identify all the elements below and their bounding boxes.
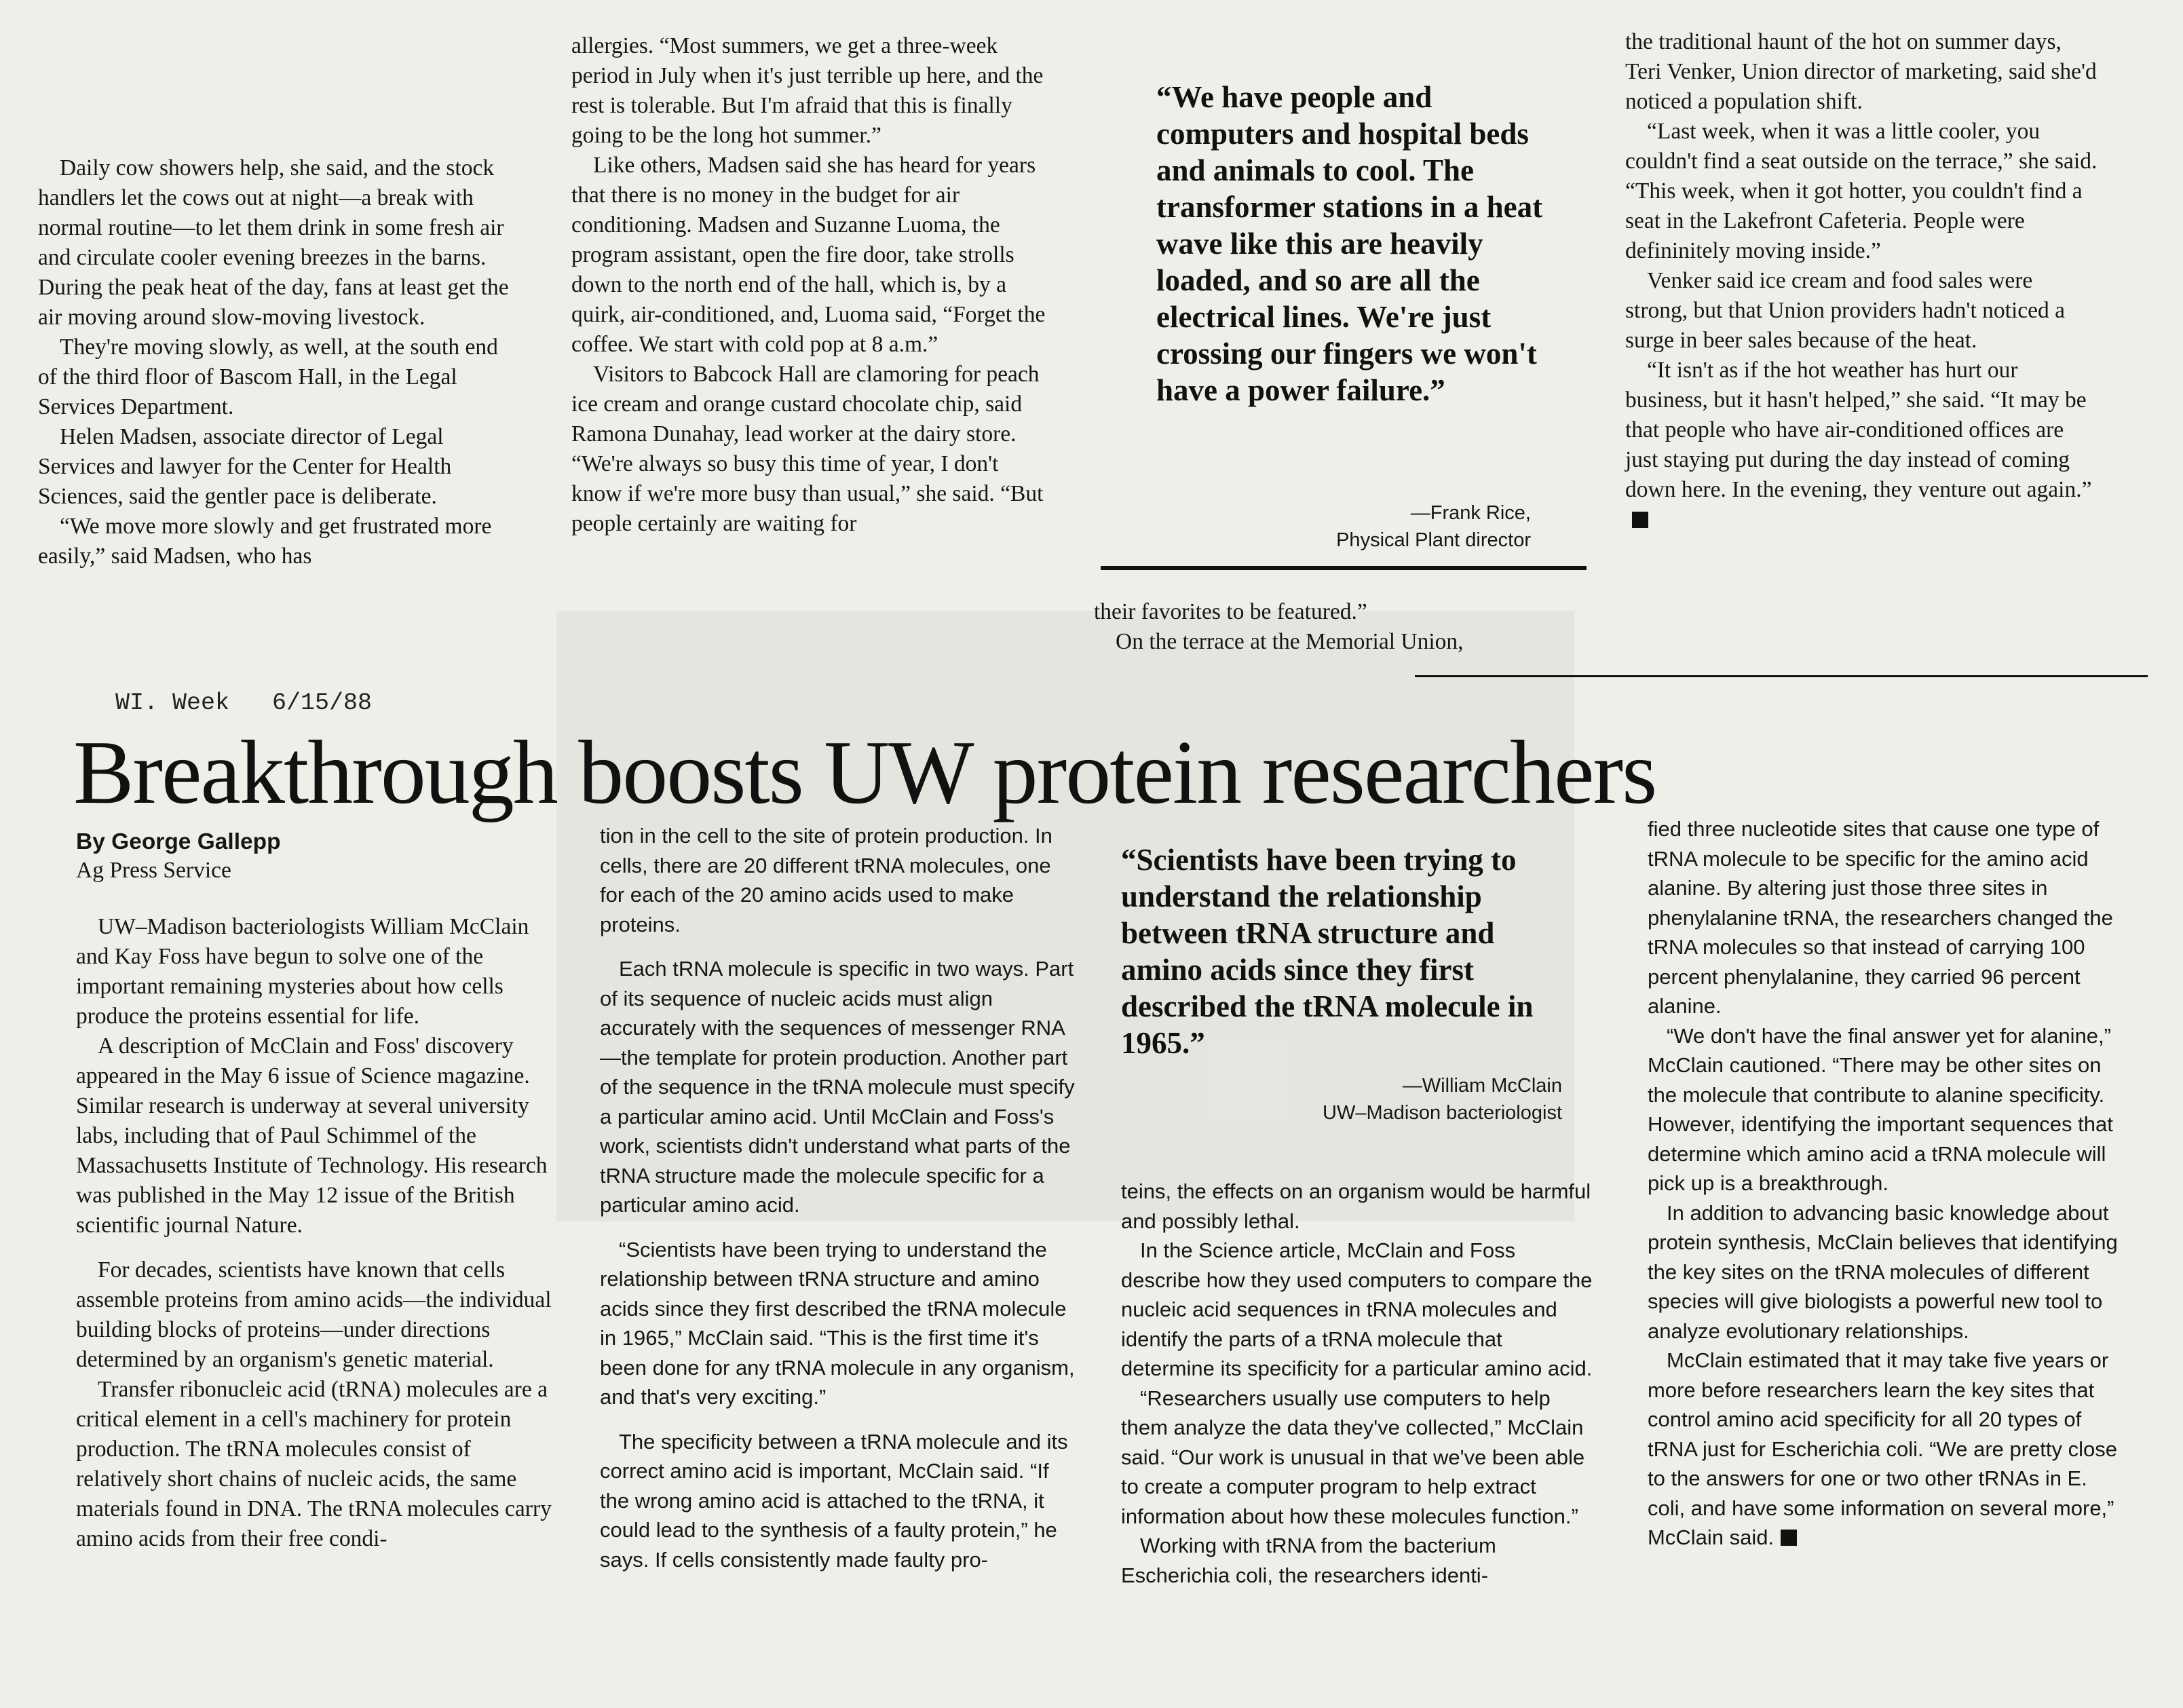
byline (76, 828, 281, 885)
dateline-stamp: WI. Week 6/15/88 (115, 689, 373, 717)
paragraph-text: McClain estimated that it may take five years or more before researchers learn the key sites that control amino acid specificity for all 20 types of tRNA just for Escherichia coli. “We are pretty close to the answers for one or two other tRNAs in E. coli, and have some information on several more,” McClain said. (1648, 1348, 2118, 1549)
end-of-story-mark (1781, 1530, 1797, 1546)
story-separator-rule (1415, 675, 2148, 677)
byline-author: By George Gallepp (76, 829, 281, 854)
top-story-column-2 (571, 31, 1046, 539)
top-pull-quote-attribution (1113, 499, 1531, 554)
end-of-story-mark (1632, 512, 1648, 528)
paragraph: A description of McClain and Foss' discovery appeared in the May 6 issue of Science magazine. Similar research is underway at several university labs, including that of Paul Schimmel of the Massachusetts Institute of Technology. His research was published in the May 12 issue of the British scientific journal Nature. (76, 1033, 548, 1238)
paragraph: “Scientists have been trying to understand the relationship between tRNA structure and amino acids since they first described the tRNA molecule in 1965,” McClain said. “This is the first time it's been done for any tRNA molecule in any organism, and that's very exciting.” (600, 1237, 1075, 1409)
top-story-column-3 (1094, 597, 1569, 657)
paragraph: Each tRNA molecule is specific in two ways. Part of its sequence of nucleic acids must align accurately with the sequences of messenger RNA—the template for protein production. Another part of the sequence in the tRNA molecule must specify a particular amino acid. Until McClain and Foss's work, scientists didn't understand what parts of the tRNA structure made the molecule specific for a particular amino acid. (600, 957, 1075, 1217)
paragraph: Helen Madsen, associate director of Legal Services and lawyer for the Center for Health Sciences, said the gentler pace is deliberate. (38, 424, 452, 509)
paragraph (1648, 1346, 2123, 1553)
article-column-3 (1121, 1177, 1596, 1590)
paragraph: Like others, Madsen said she has heard for years that there is no money in the budget for air conditioning. Madsen and Suzanne Luoma, the program assistant, open the fire door, take strolls down to the north end of the hall, which is, by a quirk, air-conditioned, and, Luoma said, “Forget the coffee. We start with cold pop at 8 a.m.” (571, 153, 1046, 357)
pull-quote-rule (1101, 566, 1587, 570)
attribution-title: Physical Plant director (1336, 529, 1531, 551)
top-story-column-1 (38, 153, 513, 571)
paragraph: The specificity between a tRNA molecule and its correct amino acid is important, McClain said. “If the wrong amino acid is attached to the tRNA, it could lead to the synthesis of a faulty protein,” he says. If cells consistently made faulty pro- (600, 1429, 1068, 1572)
paragraph: allergies. “Most summers, we get a three-week period in July when it's just terrible up here, and the rest is tolerable. But I'm afraid that this is finally going to be the long hot summer.” (571, 33, 1044, 148)
paragraph: “Last week, when it was a little cooler, you couldn't find a seat outside on the terrace,” she said. “This week, when it got hotter, you couldn't find a seat in the Lakefront Cafeteria. People were defininitely moving inside.” (1625, 119, 2097, 263)
paragraph: They're moving slowly, as well, at the south end of the third floor of Bascom Hall, in the Legal Services Department. (38, 335, 498, 419)
paragraph: Visitors to Babcock Hall are clamoring for peach ice cream and orange custard chocolate chip, said Ramona Dunahay, lead worker at the dairy store. “We're always so busy this time of year, I don't know if we're more busy than usual,” she said. “But people certainly are waiting for (571, 362, 1044, 536)
byline-organization: Ag Press Service (76, 858, 231, 883)
article-column-1 (76, 912, 559, 1554)
article-pull-quote-attribution (1126, 1072, 1562, 1126)
paragraph: “Researchers usually use computers to help them analyze the data they've collected,” McClain said. “Our work is unusual in that we've been able to create a computer program to help extract information about how these molecules function.” (1121, 1386, 1585, 1528)
article-column-2 (600, 821, 1078, 1574)
paragraph (1625, 356, 2100, 535)
top-pull-quote: “We have people and computers and hospital beds and animals to cool. The transformer stations in a heat wave like this are heavily loaded, and so are all the electrical lines. We're just crossing our fingers we won't have a power failure.” (1156, 80, 1543, 407)
paragraph: teins, the effects on an organism would be harmful and possibly lethal. (1121, 1179, 1591, 1233)
paragraph: For decades, scientists have known that cells assemble proteins from amino acids—the individual building blocks of proteins—under directions determined by an organism's genetic material. (76, 1257, 552, 1372)
paragraph: Daily cow showers help, she said, and the stock handlers let the cows out at night—a break with normal routine—to let them drink in some fresh air and circulate cooler evening breezes in the barns. During the peak heat of the day, fans at least get the air moving around slow-moving livestock. (38, 155, 509, 330)
paragraph: “We move more slowly and get frustrated more easily,” said Madsen, who has (38, 514, 492, 569)
paragraph: fied three nucleotide sites that cause one type of tRNA molecule to be specific for the amino acid alanine. By altering just those three sites in phenylalanine tRNA, the researchers changed the tRNA molecules so that instead of carrying 100 percent phenylalanine, they carried 96 percent alanine. (1648, 817, 2113, 1018)
paragraph: the traditional haunt of the hot on summer days, Teri Venker, Union director of marketing, said she'd noticed a population shift. (1625, 29, 2097, 114)
headline: Breakthrough boosts UW protein researchers (73, 722, 1656, 822)
attribution-name: —Frank Rice, (1410, 502, 1531, 524)
paragraph-text: “It isn't as if the hot weather has hurt our business, but it hasn't helped,” she said. “It may be that people who have air-conditioned offices are just staying put during the day instead of coming down here. In the evening, they venture out again.” (1625, 358, 2092, 502)
paragraph: tion in the cell to the site of protein production. In cells, there are 20 different tRNA molecules, one for each of the 20 amino acids used to make proteins. (600, 824, 1052, 936)
paragraph: “We don't have the final answer yet for alanine,” McClain cautioned. “There may be other sites on the molecule that contribute to alanine specificity. However, identifying the important sequences that determine which amino acid a tRNA molecule will pick up is a breakthrough. (1648, 1023, 2113, 1195)
attribution-name: —William McClain (1402, 1075, 1562, 1097)
attribution-title: UW–Madison bacteriologist (1323, 1102, 1562, 1124)
paragraph: In the Science article, McClain and Foss describe how they used computers to compare the nucleic acid sequences in tRNA molecules and identify the parts of a tRNA molecule that determine its specificity for a particular amino acid. (1121, 1238, 1593, 1380)
paragraph: Working with tRNA from the bacterium Escherichia coli, the researchers identi- (1121, 1534, 1496, 1587)
paragraph: In addition to advancing basic knowledge about protein synthesis, McClain believes that identifying the key sites on the tRNA molecules of different species will give biologists a powerful new tool to analyze evolutionary relationships. (1648, 1200, 2118, 1343)
article-column-4 (1648, 814, 2123, 1553)
paragraph: Venker said ice cream and food sales were strong, but that Union providers hadn't noticed a surge in beer sales because of the heat. (1625, 268, 2065, 353)
paragraph: UW–Madison bacteriologists William McClain and Kay Foss have begun to solve one of the important remaining mysteries about how cells produce the proteins essential for life. (76, 914, 529, 1029)
article-pull-quote: “Scientists have been trying to understand the relationship between tRNA structure and amino acids since they first described the tRNA molecule in 1965.” (1121, 843, 1534, 1060)
paragraph: On the terrace at the Memorial Union, (1116, 629, 1464, 654)
paragraph: their favorites to be featured.” (1094, 599, 1367, 624)
paragraph: Transfer ribonucleic acid (tRNA) molecules are a critical element in a cell's machinery for protein production. The tRNA molecules consist of relatively short chains of nucleic acids, the same materials found in DNA. The tRNA molecules carry amino acids from their free condi- (76, 1377, 552, 1551)
top-story-column-4 (1625, 27, 2100, 535)
